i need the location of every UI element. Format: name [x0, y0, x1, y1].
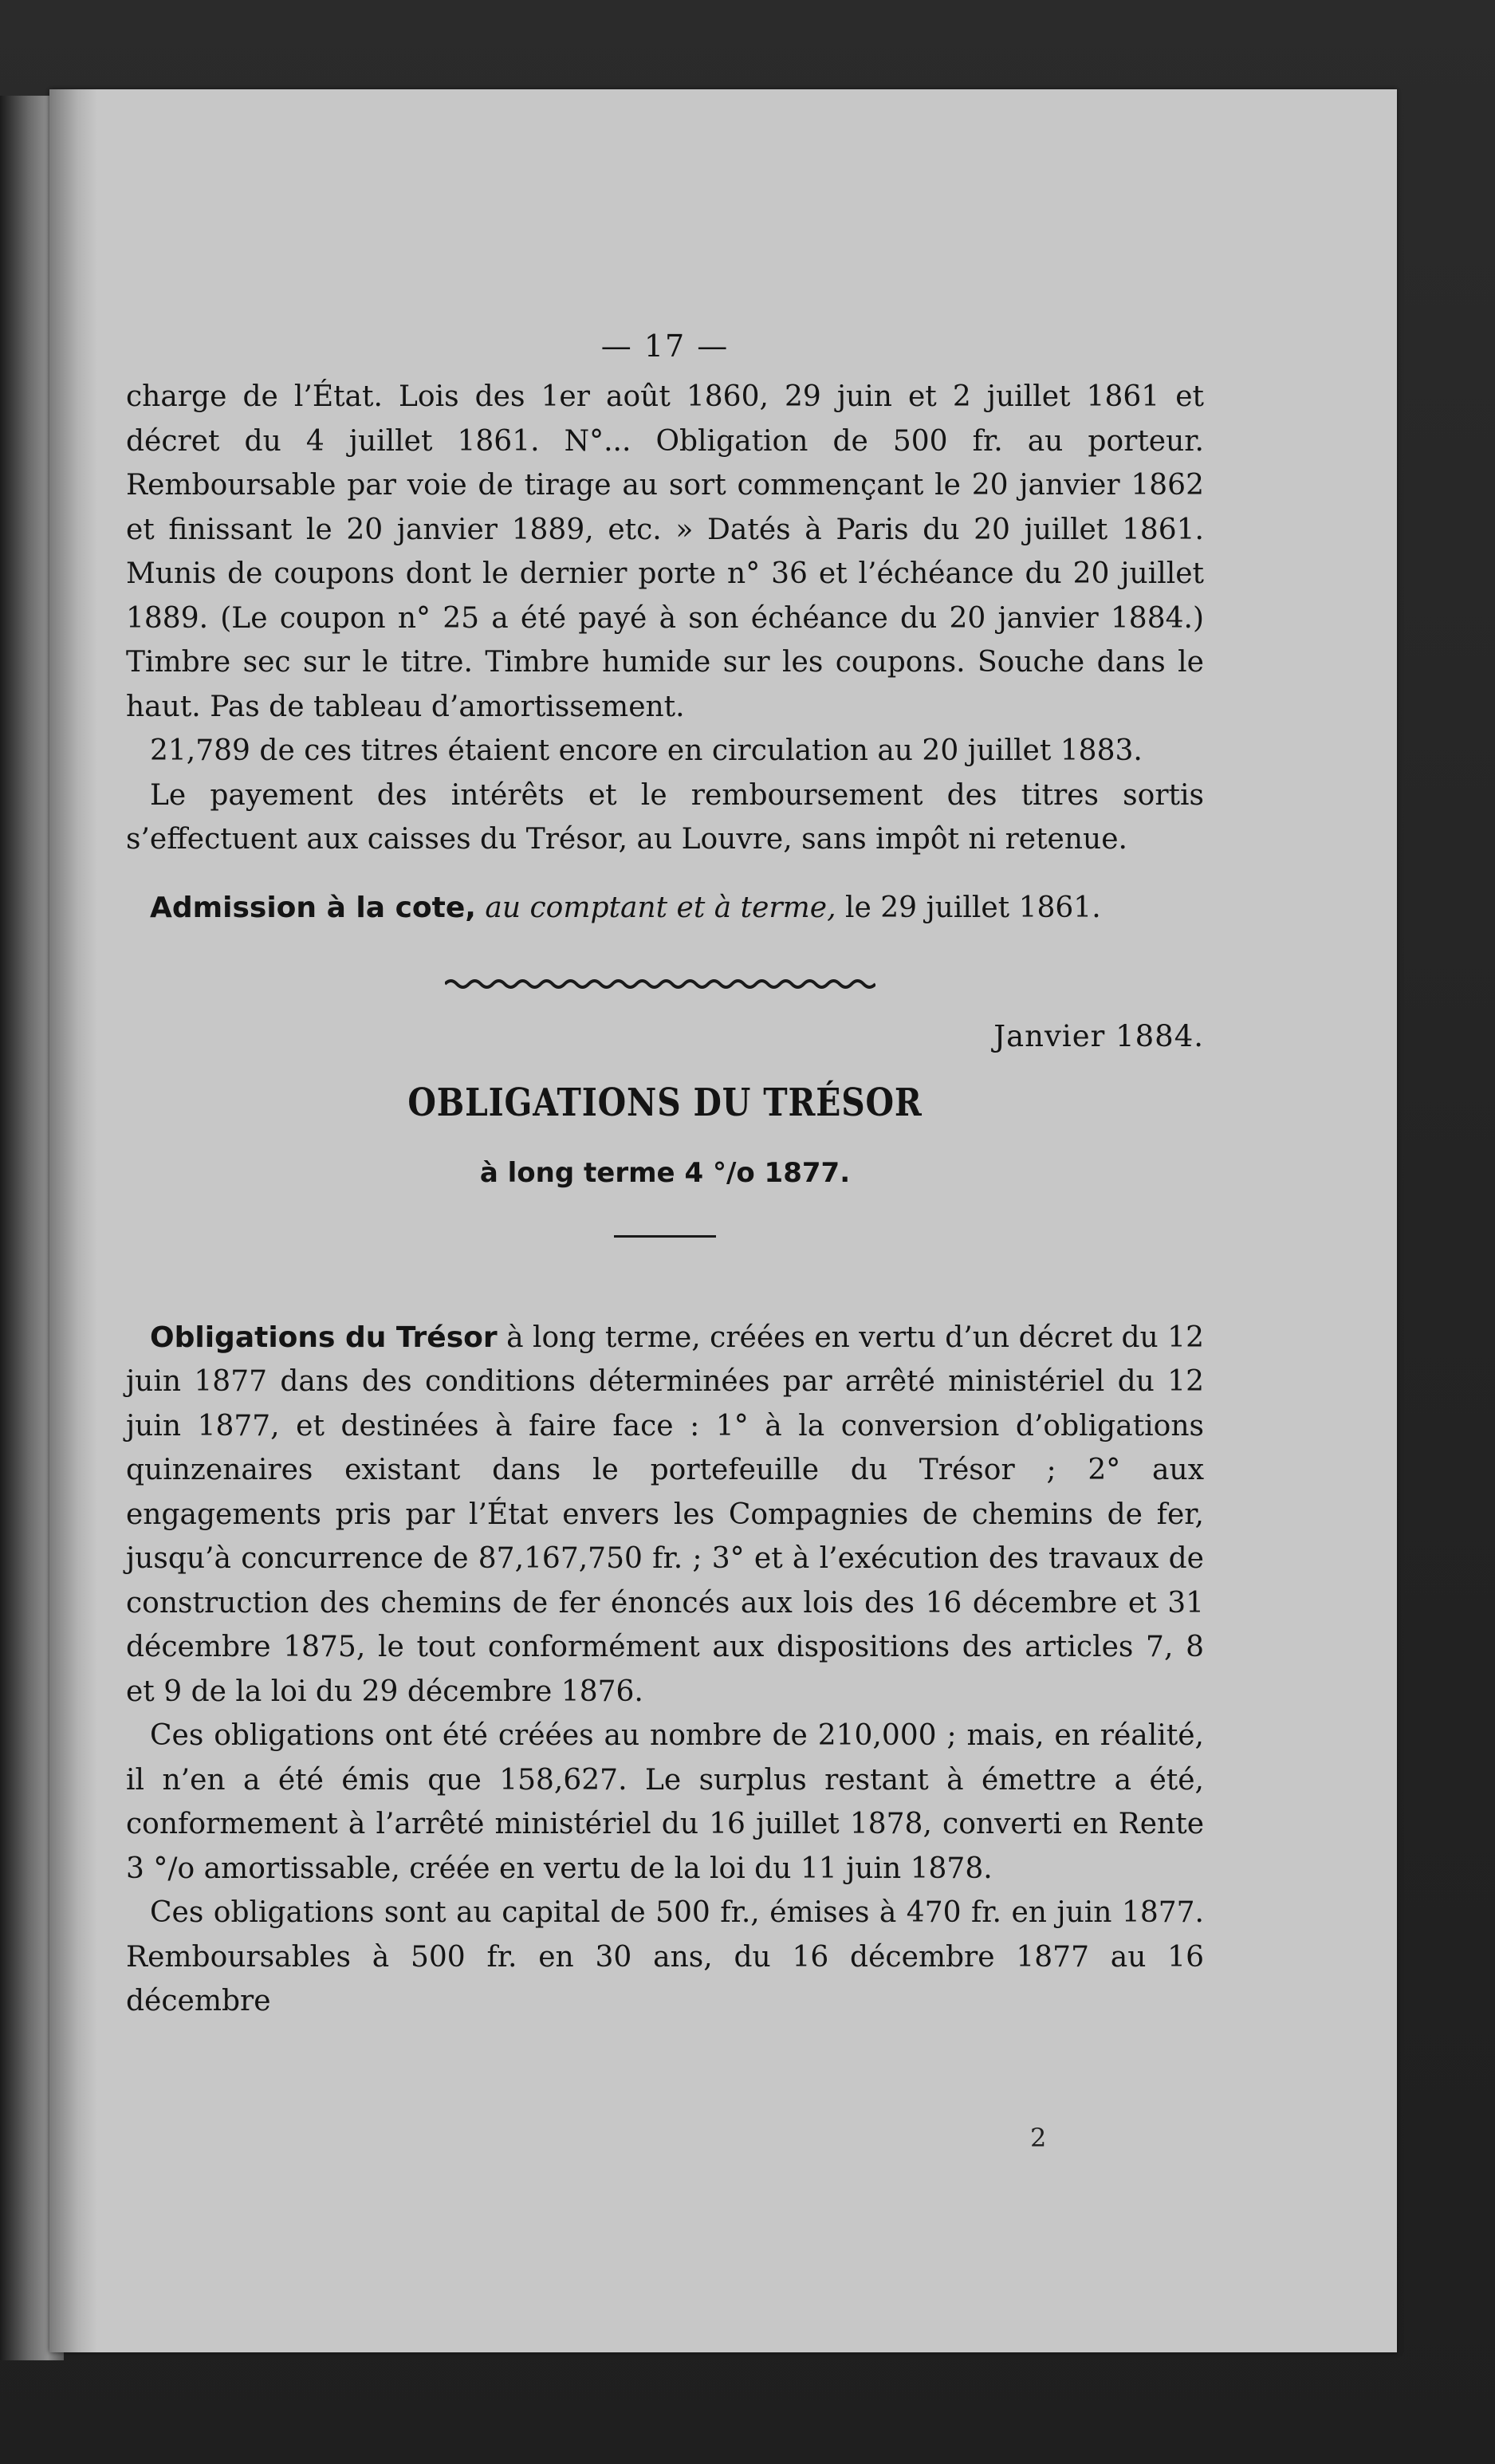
section-date: Janvier 1884. — [993, 1018, 1204, 1053]
book-page — [49, 89, 1397, 2352]
paragraph-payment: Le payement des intérêts et le remboursement des titres sortis s’effectuent aux caisses du Trésor, au Louvre, sans impôt ni retenue. — [126, 778, 1204, 856]
page-number: — 17 — — [600, 329, 730, 364]
signature-mark: 2 — [1030, 2123, 1047, 2153]
lead-bold-text: Obligations du Trésor — [150, 1321, 498, 1354]
paragraph-capital: Ces obligations sont au capital de 500 fr., émises à 470 fr. en juin 1877. Remboursables à 500 fr. en 30 ans, du 16 décembre 1877 au 16 décembre — [126, 1896, 1204, 2017]
section-subtitle: à long terme 4 °/o 1877. — [479, 1156, 851, 1189]
gutter-shadow — [49, 89, 97, 2352]
paragraph-continued: charge de l’État. Lois des 1er août 1860, 29 juin et 2 juillet 1861 et décret du 4 juillet 1861. N°... Obligation de 500 fr. au porteur. Remboursable par voie de tirage au sort commençant le 20 janvier 1862 et finissant le 20 janvier 1889, etc. » Datés à Paris du 20 juillet 1861. Munis de coupons dont le dernier porte n° 36 et l’échéance du 20 juillet 1889. (Le coupon n° 25 a été payé à son échéance du 20 janvier 1884.) Timbre sec sur le titre. Timbre humide sur les coupons. Souche dans le haut. Pas de tableau d’amortissement. — [126, 380, 1204, 723]
wavy-divider-ornament — [445, 976, 875, 992]
paragraph-issuance: Ces obligations ont été créées au nombre de 210,000 ; mais, en réalité, il n’en a été émis que 158,627. Le surplus restant à émettre a été, conformement à l’arrêté ministériel du 16 juillet 1878, converti en Rente 3 °/o amortissable, créée en vertu de la loi du 11 juin 1878. — [126, 1719, 1204, 1885]
horizontal-rule — [614, 1235, 716, 1238]
admission-italic: au comptant et à terme, — [485, 891, 836, 924]
paragraph-creation-text: à long terme, créées en vertu d’un décret du 12 juin 1877 dans des conditions déterminées par arrêté ministériel du 12 juin 1877, et destinées à faire face : 1° à la conversion d’obligations quinzenaires existant dans le portefeuille du Trésor ; 2° aux engagements pris par l’État envers les Compagnies de chemins de fer, jusqu’à concurrence de 87,167,750 fr. ; 3° et à l’exécution des travaux de construction des chemins de fer énoncés aux lois des 16 décembre et 31 décembre 1875, le tout conformément aux dispositions des articles 7, 8 et 9 de la loi du 29 décembre 1876. — [126, 1321, 1204, 1708]
paragraph-circulation: 21,789 de ces titres étaient encore en circulation au 20 juillet 1883. — [150, 734, 1143, 767]
section-title: OBLIGATIONS DU TRÉSOR — [407, 1080, 923, 1125]
admission-line — [126, 886, 1204, 930]
admission-label: Admission à la cote, — [150, 891, 476, 924]
page-content — [126, 329, 1204, 2024]
section-body — [126, 1316, 1204, 2024]
paragraph-creation — [126, 1316, 1204, 1714]
admission-date: le 29 juillet 1861. — [844, 891, 1101, 924]
